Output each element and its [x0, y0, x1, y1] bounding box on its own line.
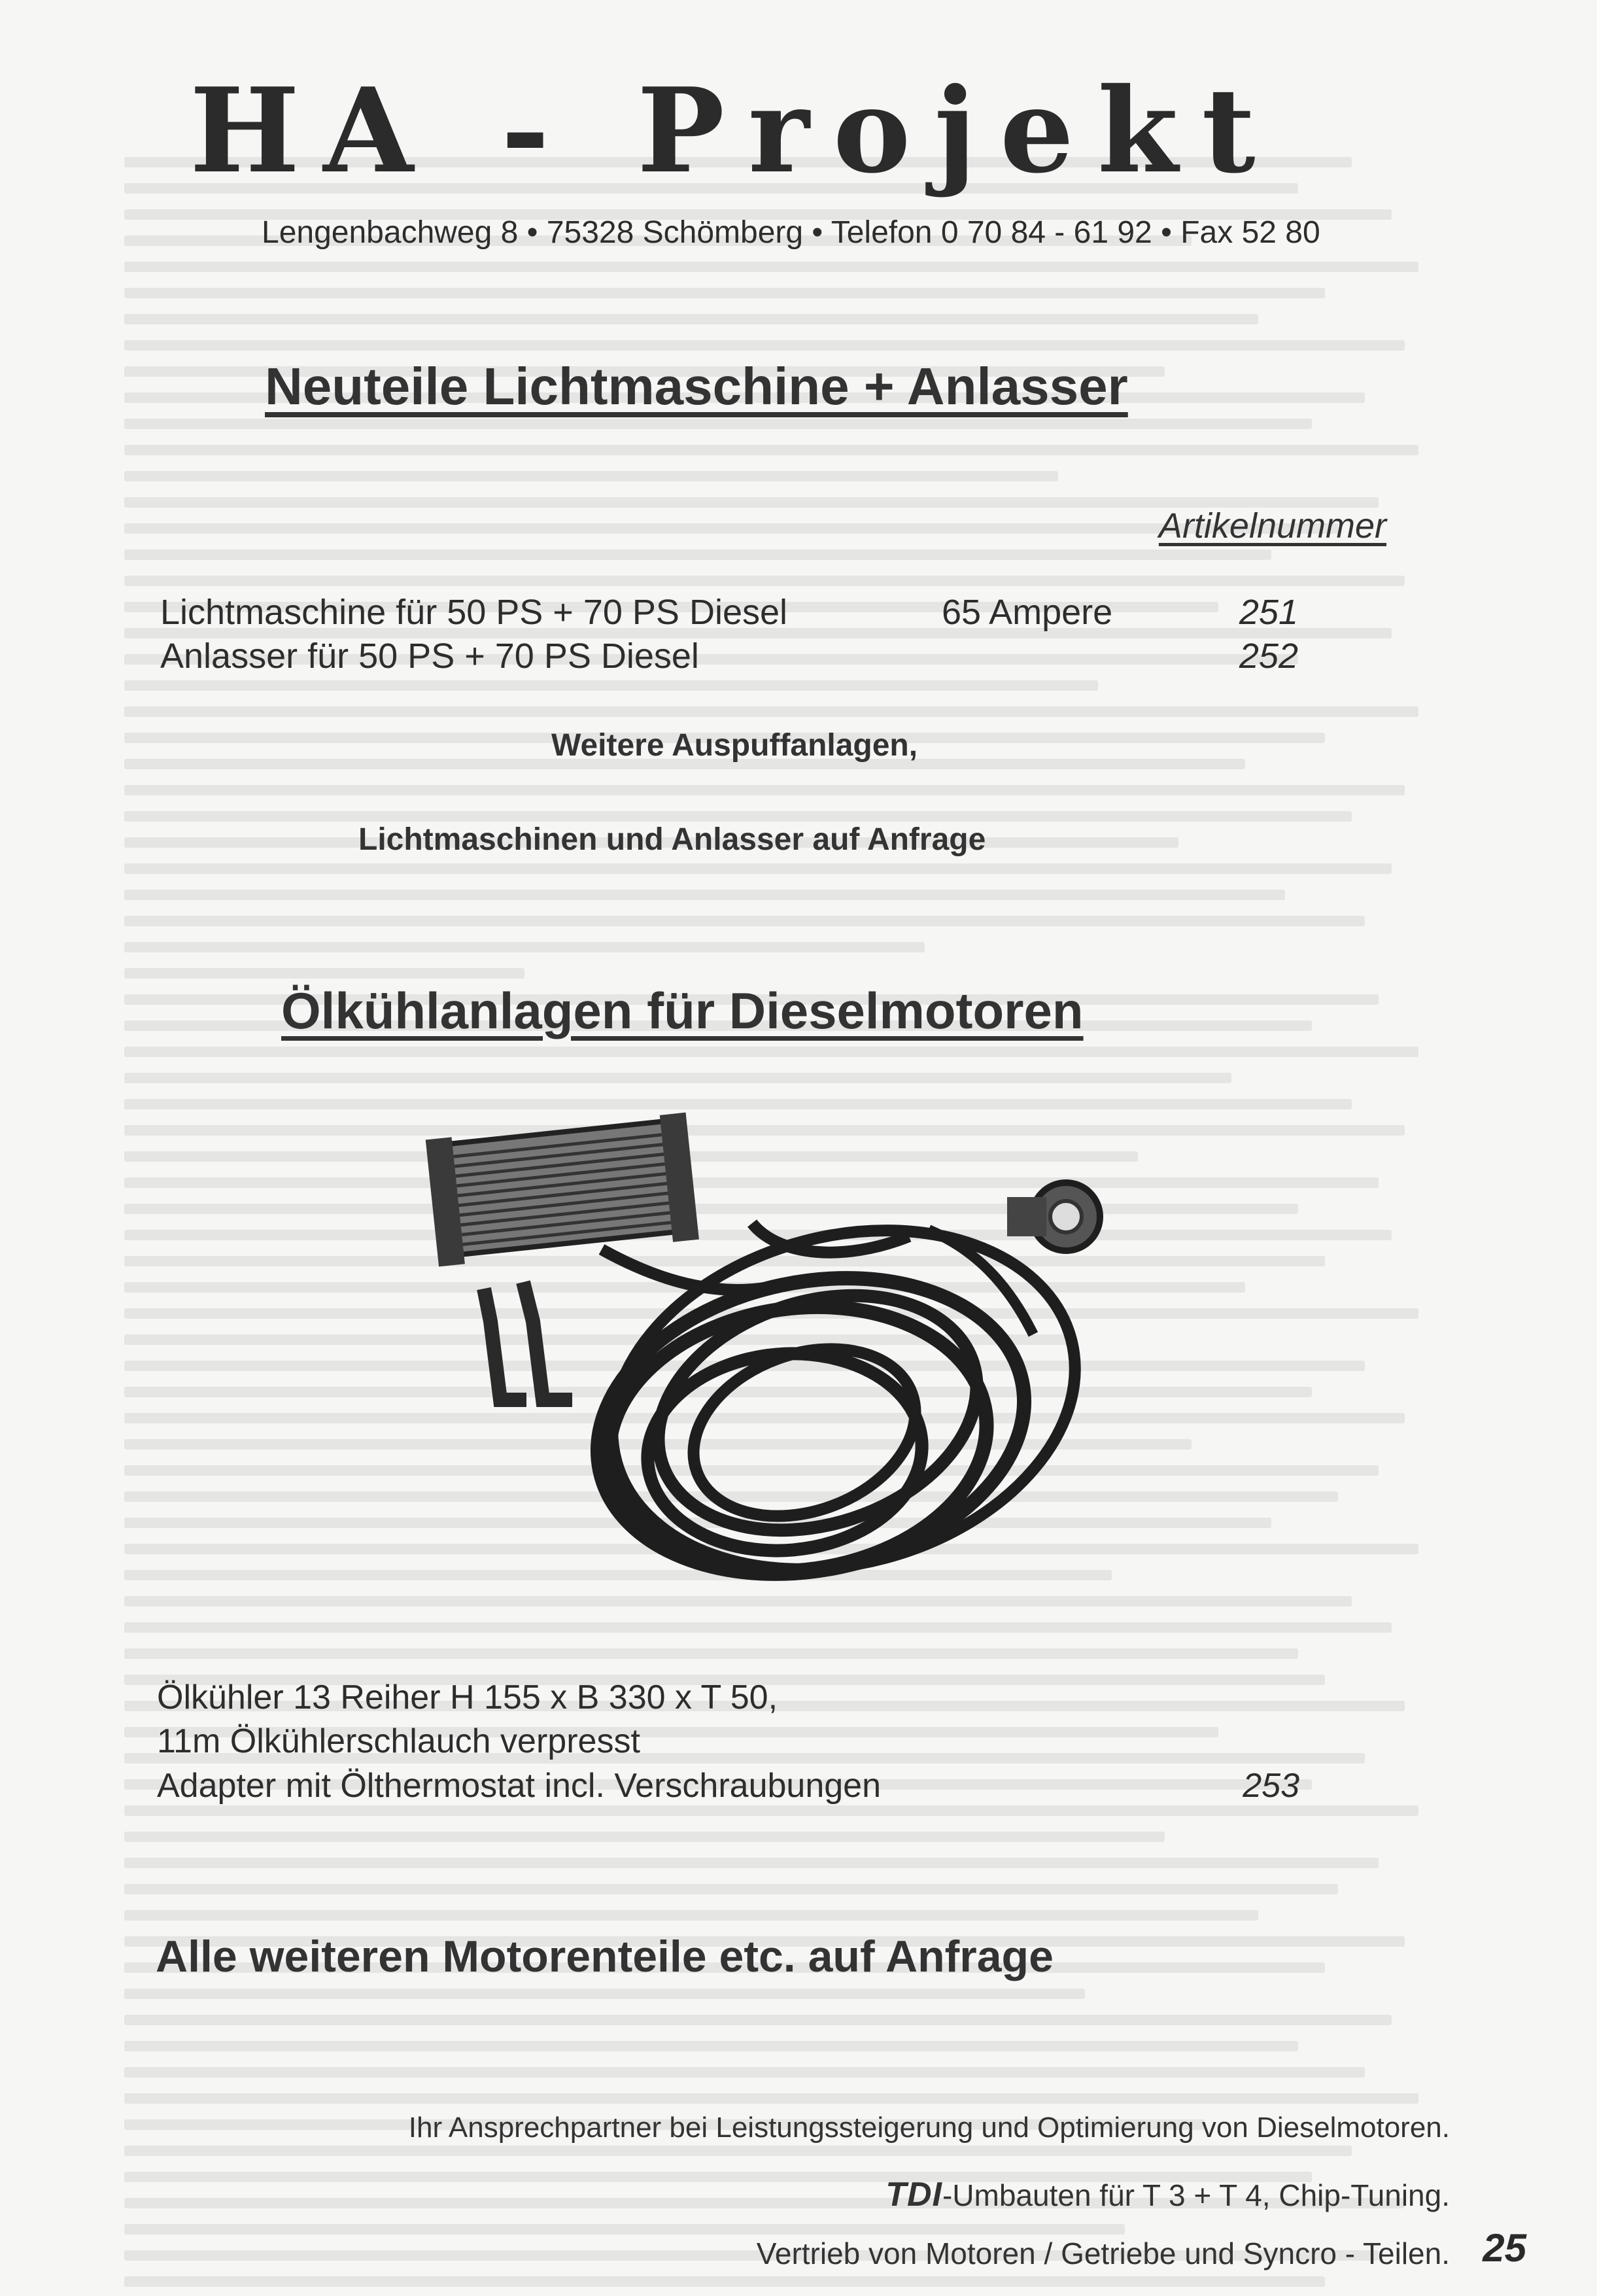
spec-line-3: Adapter mit Ölthermostat incl. Verschraubungen [157, 1767, 882, 1805]
article-number: 252 [1239, 636, 1298, 676]
company-name: HA - Projekt [190, 62, 1279, 199]
section-title-oelkuehler: Ölkühlanlagen für Dieselmotoren [281, 982, 1084, 1039]
closing-headline: Alle weiteren Motorenteile etc. auf Anfrage [156, 1932, 1054, 1981]
footer-line-2-text: -Umbauten für T 3 + T 4, Chip-Tuning. [942, 2178, 1450, 2212]
article-number-header: Artikelnummer [1158, 506, 1386, 546]
article-number: 251 [1239, 593, 1298, 632]
oil-cooler-kit-photo [386, 1086, 1171, 1629]
spec-line-2: 11m Ölkühlerschlauch verpresst [157, 1722, 640, 1760]
article-number: 253 [1243, 1767, 1299, 1805]
more-info-line-2: Lichtmaschinen und Anlasser auf Anfrage [358, 822, 986, 857]
footer-line-3: Vertrieb von Motoren / Getriebe und Syncro - Teilen. [756, 2236, 1450, 2270]
footer-line-2 [885, 2175, 1450, 2214]
product-description: Lichtmaschine für 50 PS + 70 PS Diesel [160, 593, 788, 632]
page-number: 25 [1483, 2226, 1526, 2270]
tdi-label: TDI [885, 2176, 942, 2214]
product-detail: 65 Ampere [942, 593, 1113, 632]
more-info-line-1: Weitere Auspuffanlagen, [551, 728, 918, 763]
section-title-lichtmaschine: Neuteile Lichtmaschine + Anlasser [265, 357, 1128, 415]
company-address: Lengenbachweg 8 • 75328 Schömberg • Telefon 0 70 84 - 61 92 • Fax 52 80 [262, 215, 1320, 250]
product-description: Anlasser für 50 PS + 70 PS Diesel [160, 636, 699, 676]
footer-line-1: Ihr Ansprechpartner bei Leistungssteigerung und Optimierung von Dieselmotoren. [408, 2112, 1450, 2144]
spec-line-1: Ölkühler 13 Reiher H 155 x B 330 x T 50, [157, 1679, 778, 1716]
